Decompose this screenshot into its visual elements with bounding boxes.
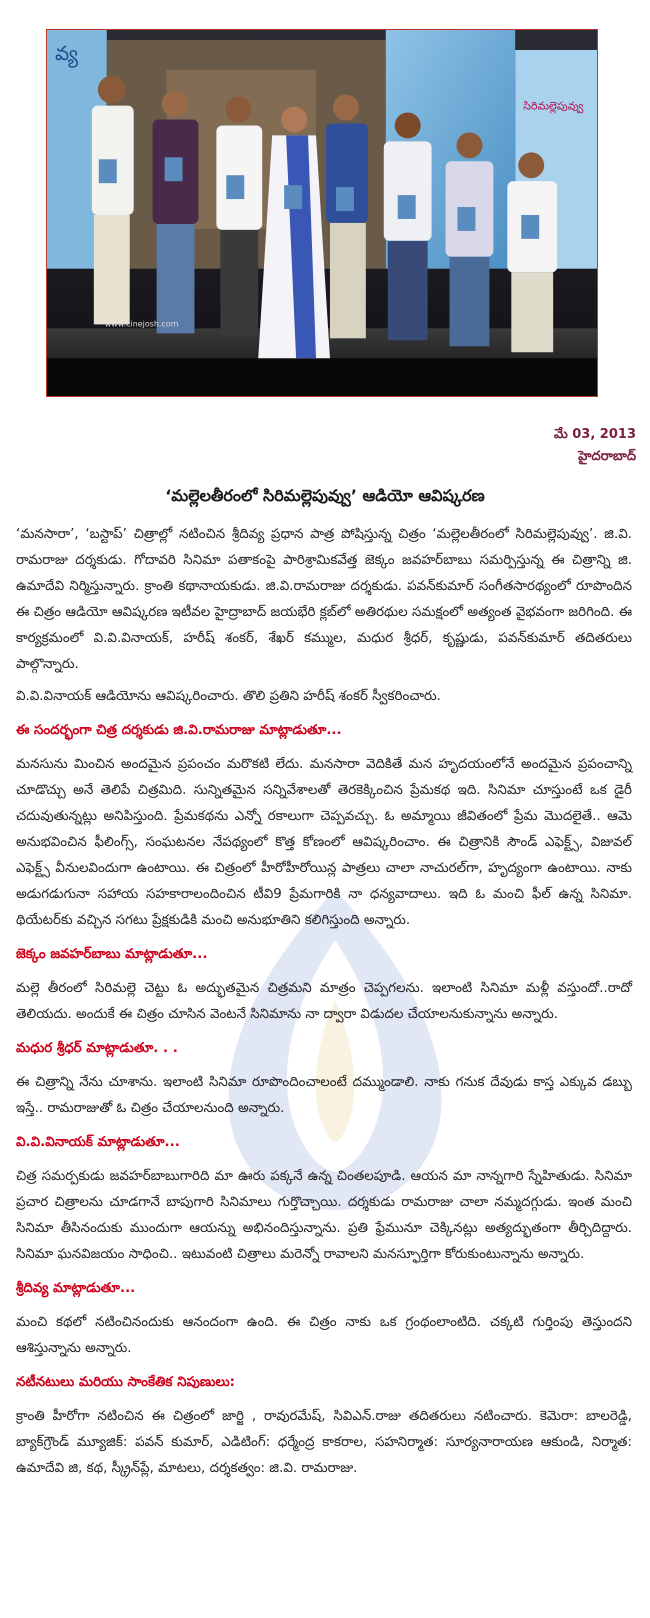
article-headline: ‘మల్లెలతీరంలో సిరిమల్లెపువ్వు’ ఆడియో ఆవిష్కరణ bbox=[165, 486, 485, 505]
event-photo bbox=[46, 29, 598, 397]
subheading-credits: నటీనటులు మరియు సాంకేతిక నిపుణులు: bbox=[16, 1375, 236, 1390]
paragraph-vinayak: చిత్ర సమర్పకుడు జవహర్‌బాబుగారిది మా ఊరు పక్కనే ఉన్న చింతలపూడి. ఆయన మా నాన్నగారి స్నేహితుడు. సినిమా ప్రచార చిత్రాలను చూడగానే బాపుగారి సినిమాలు గుర్తొచ్చాయి. దర్శకుడు రామరాజు చాలా నమ్మదగ్గుడు. ఇంత మంచి సినిమా తీసినందుకు ముందుగా ఆయన్ను అభినందిస్తున్నాను. ప్రతి ఫ్రేమునూ చెక్కినట్లు అత్యద్భుతంగా తీర్చిదిద్దారు. సినిమా ఘనవిజయం సాధించి.. ఇటువంటి చిత్రాలు మరెన్నో రావాలని మనస్ఫూర్తిగా కోరుకుంటున్నాను అన్నారు. bbox=[16, 1169, 632, 1262]
subheading-vinayak: వి.వి.వినాయక్ మాట్లాడుతూ... bbox=[16, 1135, 180, 1150]
article-date: మే 03, 2013 bbox=[553, 427, 636, 442]
paragraph-intro: ‘మనసారా’, ‘బస్టాప్’ చిత్రాల్లో నటించిన శ్రీదివ్య ప్రధాన పాత్ర పోషిస్తున్న చిత్రం ‘మల్లెలతీరంలో సిరిమల్లెపువ్వు’. జి.వి. రామరాజు దర్శకుడు. గోదావరి సినిమా పతాకంపై పారిశ్రామికవేత్త జెక్కం జవహర్‌బాబు సమర్పిస్తున్న ఈ చిత్రాన్ని జి. ఉమాదేవి నిర్మిస్తున్నారు. క్రాంతి కథానాయకుడు. జి.వి.రామరాజు దర్శకుడు. పవన్‌కుమార్ సంగీతసారథ్యంలో రూపొందిన ఈ చిత్రం ఆడియో ఆవిష్కరణ ఇటీవల హైద్రాబాద్ జయభేరి క్లబ్‌లో అతిరథుల సమక్షంలో అత్యంత వైభవంగా జరిగింది. ఈ కార్యక్రమంలో వి.వి.వినాయక్, హరీష్ శంకర్, శేఖర్ కమ్ముల, మధుర శ్రీధర్, కృష్ణుడు, పవన్‌కుమార్ తదితరులు పాల్గొన్నారు. bbox=[16, 527, 632, 672]
event-photo-image bbox=[47, 30, 597, 396]
article-body bbox=[16, 522, 632, 1488]
paragraph-sridivya: మంచి కథలో నటించినందుకు ఆనందంగా ఉంది. ఈ చిత్రం నాకు ఒక గ్రంథంలాంటిది. చక్కటి గుర్తింపు తెస్తుందని ఆశిస్తున్నాను అన్నారు. bbox=[16, 1315, 632, 1356]
paragraph-director: మనసును మించిన అందమైన ప్రపంచం మరొకటి లేదు. మనసారా వెదికితే మన హృదయంలోనే అందమైన ప్రపంచాన్ని చూడొచ్చు అనే తెలిపే చిత్రమిది. సున్నితమైన సన్నివేశాలతో తెరకెక్కించిన ప్రేమకథ ఇది. సినిమా చూస్తుంటే ఒక డైరీ చదువుతున్నట్లు అనిపిస్తుంది. ప్రేమకథను ఎన్నో రకాలుగా చెప్పవచ్చు. ఓ అమ్మాయి జీవితంలో ప్రేమ మొదలైతే.. ఆమె అనుభవించిన ఫీలింగ్స్, సంఘటనల నేపథ్యంలో కొత్త కోణంలో ఆవిష్కరించాం. ఈ చిత్రానికి సౌండ్ ఎఫెక్ట్స్, విజువల్ ఎఫెక్ట్స్ వీనులవిందుగా ఉంటాయి. ఈ చిత్రంలో హీరోహీరోయిన్ల పాత్రలు చాలా నాచురల్‌గా, హృద్యంగా ఉంటాయి. నాకు అడుగడుగునా సహాయ సహకారాలందించిన టీవి9 ప్రేమగారికి నా ధన్యవాదాలు. ఇది ఓ మంచి ఫీల్ ఉన్న సినిమా. థియేటర్‌కు వచ్చిన సగటు ప్రేక్షకుడికి మంచి అనుభూతిని కలిగిస్తుంది అన్నారు. bbox=[16, 757, 632, 928]
subheading-director: ఈ సందర్భంగా చిత్ర దర్శకుడు జి.వి.రామరాజు మాట్లాడుతూ... bbox=[16, 723, 342, 738]
photo-credit: www.cinejosh.com bbox=[104, 319, 179, 329]
article-place: హైదరాబాద్ bbox=[578, 449, 636, 464]
subheading-jakkam: జెక్కం జవహర్‌బాబు మాట్లాడుతూ... bbox=[16, 947, 208, 962]
paragraph-jakkam: మల్లె తీరంలో సిరిమల్లె చెట్టు ఓ అద్భుతమైన చిత్రమని మాత్రం చెప్పగలను. ఇలాంటి సినిమా మళ్లీ వస్తుందో..రాదో తెలియదు. అందుకే ఈ చిత్రం చూసిన వెంటనే సినిమాను నా ద్వారా విడుదల చేయాలనుకున్నాను అన్నారు. bbox=[16, 981, 632, 1022]
banner-left-text: వ్య bbox=[54, 41, 79, 65]
paragraph-release: వి.వి.వినాయక్ ఆడియోను ఆవిష్కరించారు. తొలి ప్రతిని హరీష్ శంకర్ స్వీకరించారు. bbox=[16, 689, 441, 704]
paragraph-madhura: ఈ చిత్రాన్ని నేను చూశాను. ఇలాంటి సినిమా రూపొందించాలంటే దమ్ముండాలి. నాకు గనుక దేవుడు కాస్త ఎక్కువ డబ్బు ఇస్తే.. రామరాజుతో ఓ చిత్రం చేయాలనుంది అన్నారు. bbox=[16, 1075, 632, 1116]
paragraph-credits: క్రాంతి హీరోగా నటించిన ఈ చిత్రంలో జార్జి , రావురమేష్, సివిఎన్.రాజు తదితరులు నటించారు. కెమెరా: బాలరెడ్డి, బ్యాక్‌గ్రౌండ్ మ్యూజిక్: పవన్ కుమార్, ఎడిటింగ్: ధర్మేంద్ర కాకరాల, సహనిర్మాత: సూర్యనారాయణ ఆకుండి, నిర్మాత: ఉమాదేవి జి, కథ, స్క్రీన్‌ప్లే, మాటలు, దర్శకత్వం: జి.వి. రామరాజు. bbox=[16, 1409, 632, 1476]
banner-right-text: సిరిమల్లెపువ్వు bbox=[523, 99, 584, 113]
subheading-madhura: మధుర శ్రీధర్ మాట్లాడుతూ. . . bbox=[16, 1041, 178, 1056]
subheading-sridivya: శ్రీదివ్య మాట్లాడుతూ... bbox=[16, 1281, 136, 1296]
dateline bbox=[554, 424, 636, 468]
